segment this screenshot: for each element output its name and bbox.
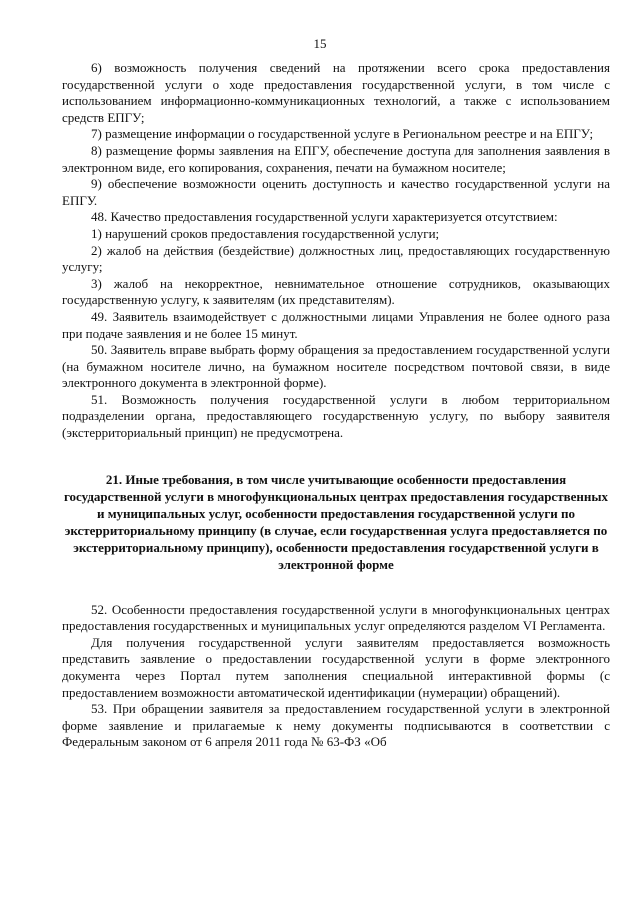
paragraph-item-6: 6) возможность получения сведений на протяжении всего срока предоставления государственной услуги о ходе предоставления государственной услуги, в том числе с использованием информационно-коммуникационных технологий, а также с использованием средств ЕПГУ; [62,60,610,125]
section-heading: 21. Иные требования, в том числе учитывающие особенности предоставления государственной услуги в многофункциональных центрах предоставления государственных и муниципальных услуг, особенности предоставления государственной услуги по экстерриториальному принципу (в случае, если государственная услуга предоставляется по экстерриториальному принципу), особенности предоставления государственной услуги в электронной форме [63,471,609,572]
paragraph-item-8: 8) размещение формы заявления на ЕПГУ, обеспечение доступа для заполнения заявления в электронном виде, его копирования, сохранения, печати на бумажном носителе; [62,142,610,175]
paragraph-50: 50. Заявитель вправе выбрать форму обращения за предоставлением государственной услуги (на бумажном носителе лично, на бумажном носителе посредством почтовой связи, в виде электронного документа в электронной форме). [62,342,610,391]
paragraph-48-item-3: 3) жалоб на некорректное, невнимательное отношение сотрудников, оказывающих государственную услугу, к заявителям (их представителям). [62,275,610,308]
paragraph-48-item-1: 1) нарушений сроков предоставления государственной услуги; [91,225,440,241]
paragraph-49: 49. Заявитель взаимодействует с должностными лицами Управления не более одного раза при подаче заявления и не более 15 минут. [62,308,610,341]
page-number: 15 [313,36,327,51]
paragraph-item-7: 7) размещение информации о государственной услуге в Региональном реестре и на ЕПГУ; [91,126,594,142]
paragraph-item-9: 9) обеспечение возможности оценить доступность и качество государственной услуги на ЕПГУ. [62,176,610,208]
paragraph-48: 48. Качество предоставления государственной услуги характеризуется отсутствием: [91,209,558,225]
document-body [62,60,610,751]
paragraph-51: 51. Возможность получения государственной услуги в любом территориальном подразделении органа, предоставляющего государственную услугу, по выбору заявителя (экстерриториальный принцип) не предусмотрена. [62,391,610,441]
paragraph-53: 53. При обращении заявителя за предоставлением государственной услуги в электронной форме заявление и прилагаемые к нему документы подписываются в соответствии с Федеральным законом от 6 апреля 2011 года № 63-ФЗ «Об [62,701,610,750]
paragraph-48-item-2: 2) жалоб на действия (бездействие) должностных лиц, предоставляющих государственную услугу; [62,242,610,275]
paragraph-52-continued: Для получения государственной услуги заявителям предоставляется возможность представить заявление о предоставлении государственной услуги в форме электронного документа через Портал путем заполнения специальной интерактивной формы (с предоставлением возможности автоматической идентификации (нумерации) обращений). [62,634,610,700]
paragraph-52: 52. Особенности предоставления государственной услуги в многофункциональных центрах предоставления государственных и муниципальных услуг определяются разделом VI Регламента. [62,601,610,634]
